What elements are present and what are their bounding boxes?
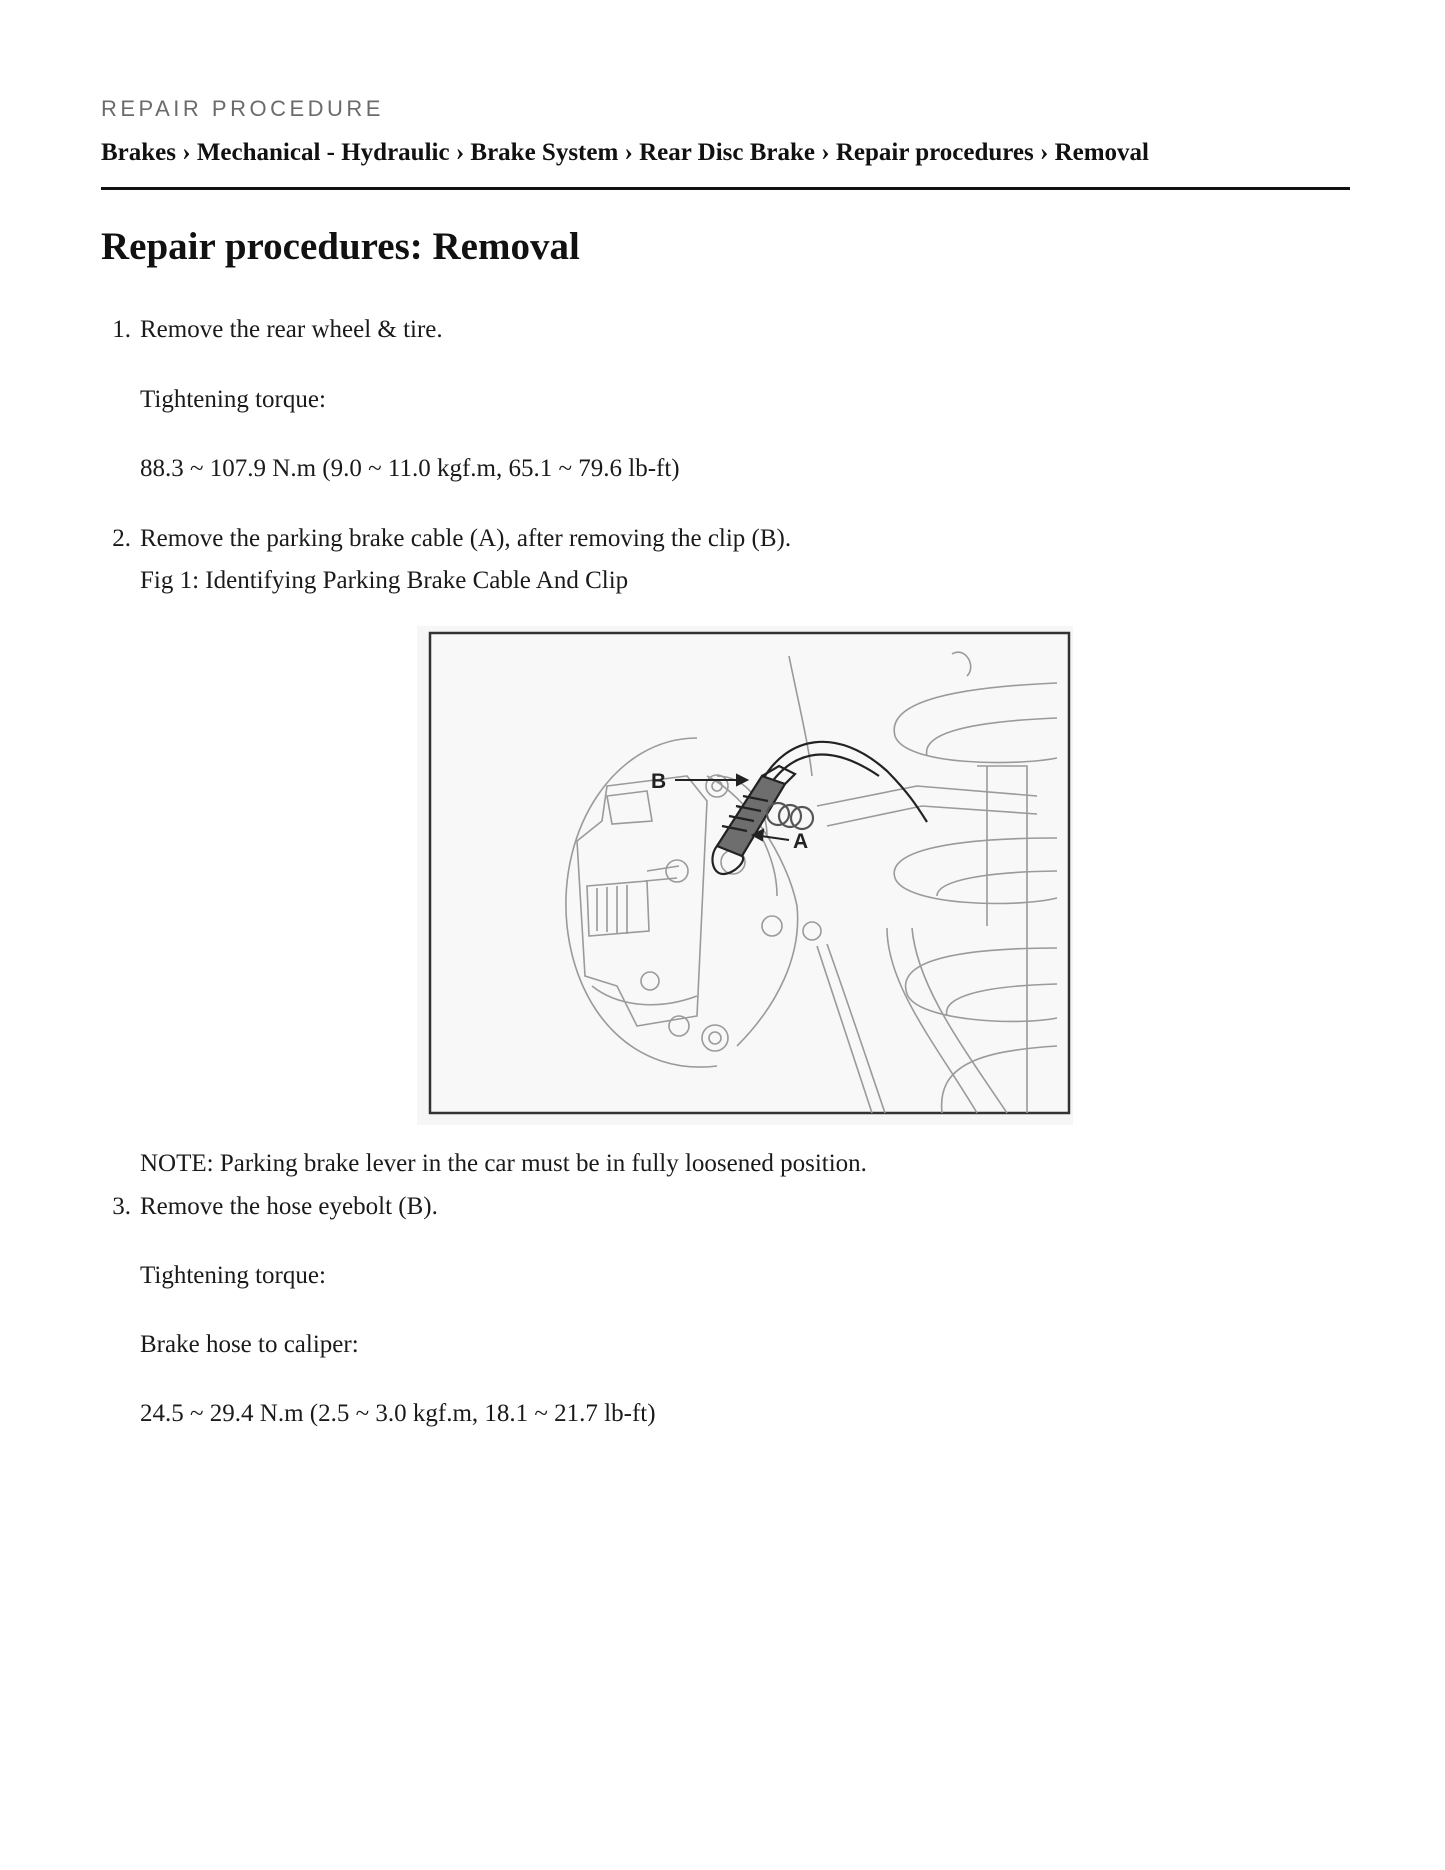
section-label: REPAIR PROCEDURE	[101, 96, 384, 121]
brake-assembly-illustration	[417, 626, 1073, 1125]
page-title: Repair procedures: Removal	[101, 225, 580, 268]
step-text: Remove the hose eyebolt (B).	[140, 1193, 438, 1220]
step-text: Remove the rear wheel & tire.	[140, 316, 443, 343]
torque-value: 88.3 ~ 107.9 N.m (9.0 ~ 11.0 kgf.m, 65.1 ~ 79.6 lb-ft)	[140, 455, 680, 482]
figure-caption: Fig 1: Identifying Parking Brake Cable And Clip	[140, 567, 629, 594]
breadcrumb: Brakes › Mechanical - Hydraulic › Brake System › Rear Disc Brake › Repair procedures › Removal	[101, 139, 1149, 166]
step-number: 2.	[112, 525, 131, 552]
parking-brake-figure	[417, 626, 1073, 1125]
torque-sublabel: Brake hose to caliper:	[140, 1331, 359, 1358]
step-number: 1.	[112, 316, 131, 343]
figure-label-a: A	[793, 830, 809, 853]
step-text: Remove the parking brake cable (A), after removing the clip (B).	[140, 525, 792, 552]
torque-label: Tightening torque:	[140, 1262, 326, 1289]
torque-value: 24.5 ~ 29.4 N.m (2.5 ~ 3.0 kgf.m, 18.1 ~ 21.7 lb-ft)	[140, 1400, 656, 1427]
header-divider	[101, 187, 1350, 190]
figure-label-b: B	[651, 770, 667, 793]
step-number: 3.	[112, 1193, 131, 1220]
torque-label: Tightening torque:	[140, 386, 326, 413]
note-text: NOTE: Parking brake lever in the car must be in fully loosened position.	[140, 1150, 867, 1177]
